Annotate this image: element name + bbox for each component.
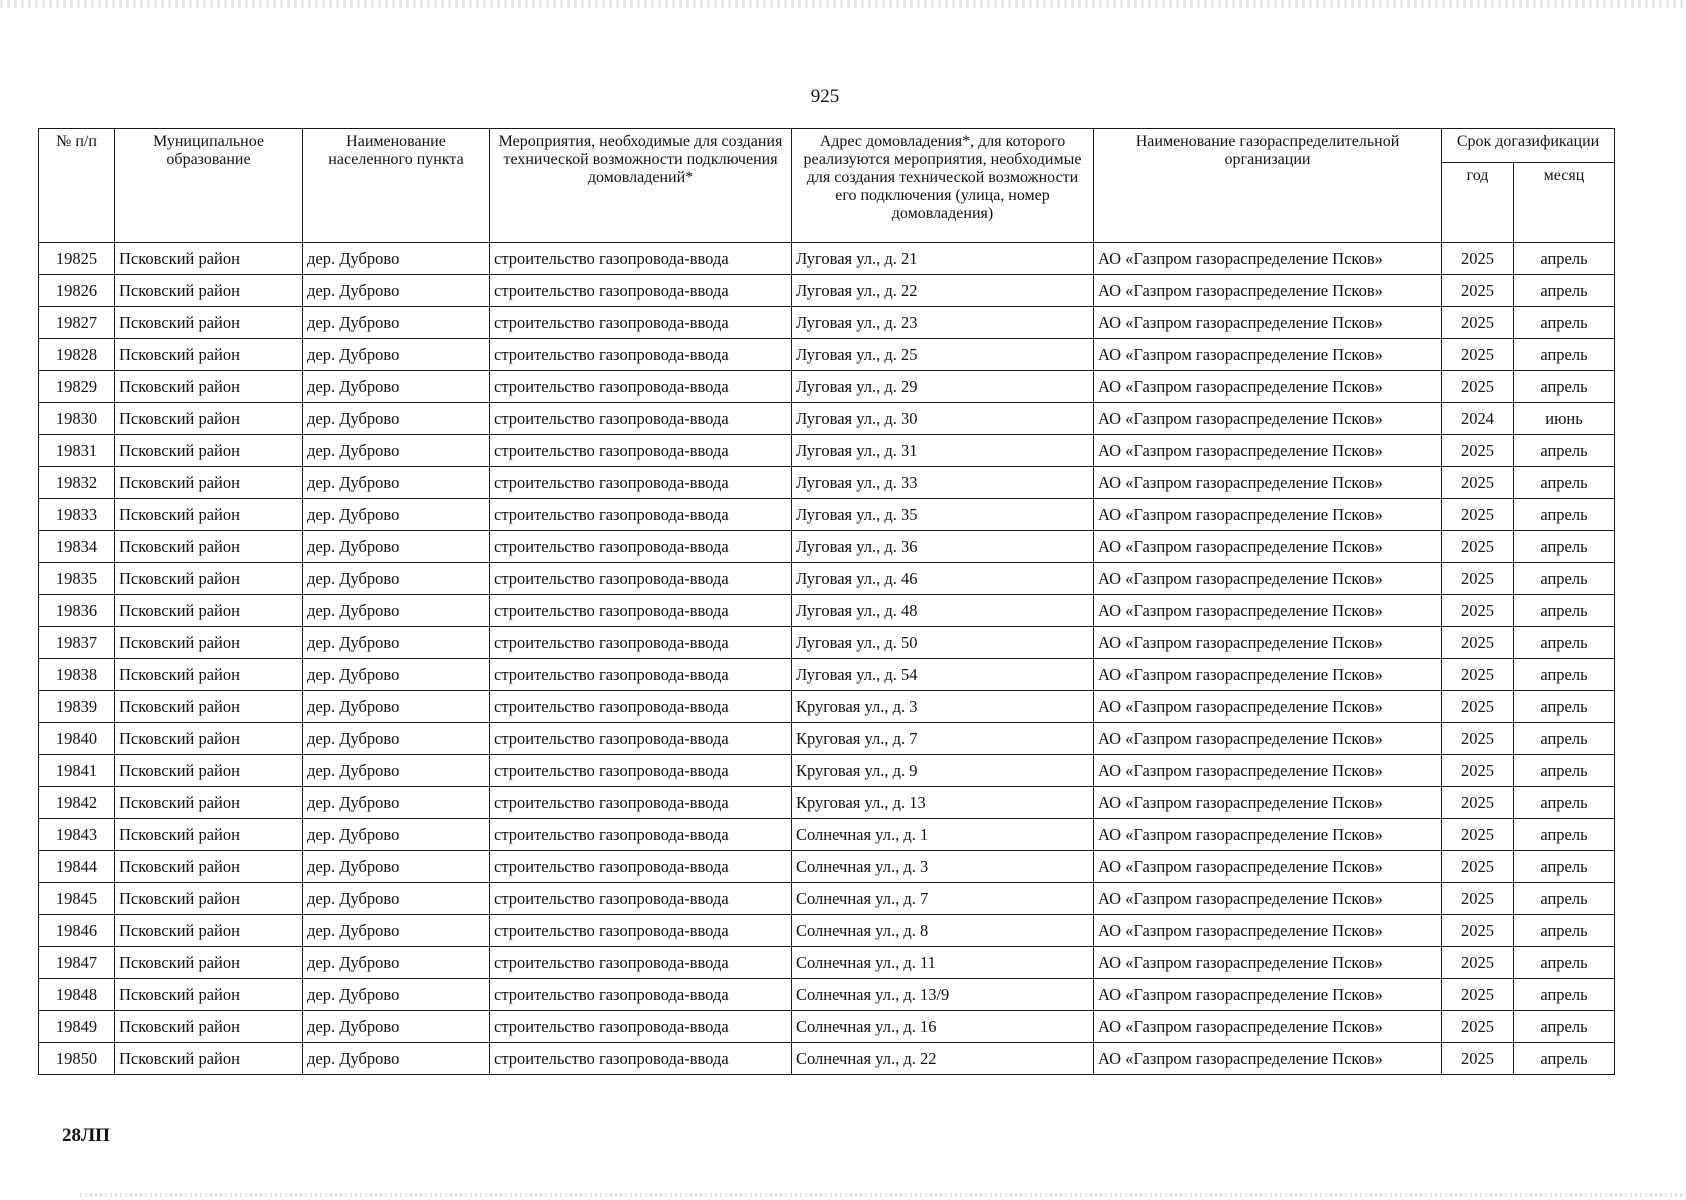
cell-num: 19834 — [39, 531, 115, 563]
cell-month: апрель — [1514, 755, 1615, 787]
cell-measure: строительство газопровода-ввода — [490, 467, 792, 499]
cell-num: 19842 — [39, 787, 115, 819]
table-row — [39, 243, 1615, 275]
cell-municipality: Псковский район — [115, 403, 303, 435]
cell-address: Круговая ул., д. 3 — [792, 691, 1094, 723]
cell-measure: строительство газопровода-ввода — [490, 723, 792, 755]
cell-organization: АО «Газпром газораспределение Псков» — [1094, 531, 1442, 563]
cell-year: 2024 — [1442, 403, 1514, 435]
cell-organization: АО «Газпром газораспределение Псков» — [1094, 947, 1442, 979]
cell-month: апрель — [1514, 947, 1615, 979]
cell-month: апрель — [1514, 563, 1615, 595]
cell-month: апрель — [1514, 371, 1615, 403]
cell-year: 2025 — [1442, 851, 1514, 883]
cell-settlement: дер. Дуброво — [303, 787, 490, 819]
cell-organization: АО «Газпром газораспределение Псков» — [1094, 755, 1442, 787]
cell-year: 2025 — [1442, 371, 1514, 403]
table-row — [39, 755, 1615, 787]
cell-num: 19833 — [39, 499, 115, 531]
cell-address: Круговая ул., д. 7 — [792, 723, 1094, 755]
cell-num: 19849 — [39, 1011, 115, 1043]
cell-municipality: Псковский район — [115, 787, 303, 819]
cell-organization: АО «Газпром газораспределение Псков» — [1094, 851, 1442, 883]
cell-num: 19828 — [39, 339, 115, 371]
cell-settlement: дер. Дуброво — [303, 979, 490, 1011]
cell-organization: АО «Газпром газораспределение Псков» — [1094, 563, 1442, 595]
cell-year: 2025 — [1442, 467, 1514, 499]
cell-address: Солнечная ул., д. 16 — [792, 1011, 1094, 1043]
cell-month: апрель — [1514, 435, 1615, 467]
cell-num: 19832 — [39, 467, 115, 499]
cell-measure: строительство газопровода-ввода — [490, 947, 792, 979]
table-row — [39, 563, 1615, 595]
cell-settlement: дер. Дуброво — [303, 627, 490, 659]
header-year: год — [1442, 163, 1514, 243]
cell-organization: АО «Газпром газораспределение Псков» — [1094, 627, 1442, 659]
cell-month: апрель — [1514, 243, 1615, 275]
cell-address: Луговая ул., д. 31 — [792, 435, 1094, 467]
cell-num: 19845 — [39, 883, 115, 915]
cell-year: 2025 — [1442, 691, 1514, 723]
cell-measure: строительство газопровода-ввода — [490, 883, 792, 915]
cell-num: 19841 — [39, 755, 115, 787]
table-row — [39, 659, 1615, 691]
cell-municipality: Псковский район — [115, 307, 303, 339]
header-num: № п/п — [39, 129, 115, 243]
cell-address: Луговая ул., д. 48 — [792, 595, 1094, 627]
cell-month: апрель — [1514, 883, 1615, 915]
cell-settlement: дер. Дуброво — [303, 563, 490, 595]
table-row — [39, 819, 1615, 851]
cell-organization: АО «Газпром газораспределение Псков» — [1094, 723, 1442, 755]
cell-year: 2025 — [1442, 819, 1514, 851]
cell-address: Солнечная ул., д. 13/9 — [792, 979, 1094, 1011]
cell-measure: строительство газопровода-ввода — [490, 403, 792, 435]
cell-settlement: дер. Дуброво — [303, 275, 490, 307]
cell-address: Луговая ул., д. 33 — [792, 467, 1094, 499]
cell-address: Луговая ул., д. 54 — [792, 659, 1094, 691]
cell-year: 2025 — [1442, 755, 1514, 787]
scan-edge-top — [0, 0, 1686, 8]
table-row — [39, 531, 1615, 563]
cell-num: 19843 — [39, 819, 115, 851]
cell-municipality: Псковский район — [115, 371, 303, 403]
cell-settlement: дер. Дуброво — [303, 691, 490, 723]
table-header — [39, 129, 1615, 243]
table-row — [39, 403, 1615, 435]
cell-settlement: дер. Дуброво — [303, 339, 490, 371]
cell-month: апрель — [1514, 627, 1615, 659]
table-row — [39, 435, 1615, 467]
header-deadline: Срок догазификации — [1442, 129, 1615, 163]
cell-year: 2025 — [1442, 339, 1514, 371]
cell-municipality: Псковский район — [115, 243, 303, 275]
cell-organization: АО «Газпром газораспределение Псков» — [1094, 307, 1442, 339]
cell-year: 2025 — [1442, 595, 1514, 627]
cell-municipality: Псковский район — [115, 531, 303, 563]
cell-year: 2025 — [1442, 307, 1514, 339]
cell-address: Солнечная ул., д. 3 — [792, 851, 1094, 883]
cell-month: июнь — [1514, 403, 1615, 435]
cell-measure: строительство газопровода-ввода — [490, 915, 792, 947]
cell-month: апрель — [1514, 1043, 1615, 1075]
cell-organization: АО «Газпром газораспределение Псков» — [1094, 243, 1442, 275]
cell-settlement: дер. Дуброво — [303, 723, 490, 755]
cell-num: 19844 — [39, 851, 115, 883]
cell-municipality: Псковский район — [115, 467, 303, 499]
cell-measure: строительство газопровода-ввода — [490, 531, 792, 563]
cell-month: апрель — [1514, 275, 1615, 307]
cell-num: 19847 — [39, 947, 115, 979]
cell-year: 2025 — [1442, 243, 1514, 275]
cell-month: апрель — [1514, 1011, 1615, 1043]
scan-edge-bottom — [80, 1193, 1686, 1197]
cell-measure: строительство газопровода-ввода — [490, 1011, 792, 1043]
cell-num: 19826 — [39, 275, 115, 307]
cell-settlement: дер. Дуброво — [303, 307, 490, 339]
table-row — [39, 787, 1615, 819]
cell-year: 2025 — [1442, 275, 1514, 307]
cell-municipality: Псковский район — [115, 275, 303, 307]
cell-year: 2025 — [1442, 723, 1514, 755]
cell-measure: строительство газопровода-ввода — [490, 307, 792, 339]
cell-organization: АО «Газпром газораспределение Псков» — [1094, 371, 1442, 403]
table-row — [39, 915, 1615, 947]
cell-settlement: дер. Дуброво — [303, 1043, 490, 1075]
cell-measure: строительство газопровода-ввода — [490, 851, 792, 883]
cell-address: Луговая ул., д. 25 — [792, 339, 1094, 371]
cell-municipality: Псковский район — [115, 659, 303, 691]
cell-settlement: дер. Дуброво — [303, 819, 490, 851]
cell-address: Луговая ул., д. 29 — [792, 371, 1094, 403]
cell-month: апрель — [1514, 787, 1615, 819]
page-number: 925 — [810, 86, 840, 107]
cell-address: Круговая ул., д. 13 — [792, 787, 1094, 819]
cell-settlement: дер. Дуброво — [303, 755, 490, 787]
table-row — [39, 947, 1615, 979]
cell-month: апрель — [1514, 659, 1615, 691]
cell-municipality: Псковский район — [115, 947, 303, 979]
cell-num: 19836 — [39, 595, 115, 627]
cell-organization: АО «Газпром газораспределение Псков» — [1094, 595, 1442, 627]
cell-municipality: Псковский район — [115, 339, 303, 371]
cell-measure: строительство газопровода-ввода — [490, 659, 792, 691]
cell-settlement: дер. Дуброво — [303, 947, 490, 979]
cell-settlement: дер. Дуброво — [303, 371, 490, 403]
cell-organization: АО «Газпром газораспределение Псков» — [1094, 339, 1442, 371]
cell-organization: АО «Газпром газораспределение Псков» — [1094, 883, 1442, 915]
table-row — [39, 1043, 1615, 1075]
cell-year: 2025 — [1442, 627, 1514, 659]
cell-address: Луговая ул., д. 21 — [792, 243, 1094, 275]
cell-month: апрель — [1514, 819, 1615, 851]
cell-num: 19829 — [39, 371, 115, 403]
cell-measure: строительство газопровода-ввода — [490, 979, 792, 1011]
cell-settlement: дер. Дуброво — [303, 883, 490, 915]
cell-organization: АО «Газпром газораспределение Псков» — [1094, 403, 1442, 435]
cell-organization: АО «Газпром газораспределение Псков» — [1094, 659, 1442, 691]
cell-municipality: Псковский район — [115, 435, 303, 467]
cell-year: 2025 — [1442, 979, 1514, 1011]
cell-address: Луговая ул., д. 35 — [792, 499, 1094, 531]
cell-month: апрель — [1514, 467, 1615, 499]
header-organization: Наименование газораспределительной организации — [1094, 129, 1442, 243]
cell-municipality: Псковский район — [115, 691, 303, 723]
cell-month: апрель — [1514, 691, 1615, 723]
table-row — [39, 691, 1615, 723]
cell-measure: строительство газопровода-ввода — [490, 787, 792, 819]
cell-address: Луговая ул., д. 50 — [792, 627, 1094, 659]
cell-year: 2025 — [1442, 915, 1514, 947]
cell-organization: АО «Газпром газораспределение Псков» — [1094, 979, 1442, 1011]
cell-municipality: Псковский район — [115, 723, 303, 755]
cell-municipality: Псковский район — [115, 563, 303, 595]
cell-municipality: Псковский район — [115, 595, 303, 627]
cell-address: Солнечная ул., д. 7 — [792, 883, 1094, 915]
cell-measure: строительство газопровода-ввода — [490, 499, 792, 531]
cell-organization: АО «Газпром газораспределение Псков» — [1094, 787, 1442, 819]
table-row — [39, 467, 1615, 499]
header-address: Адрес домовладения*, для которого реализуются мероприятия, необходимые для создания технической возможности его подключения (улица, номер домовладения) — [792, 129, 1094, 243]
cell-num: 19837 — [39, 627, 115, 659]
cell-municipality: Псковский район — [115, 755, 303, 787]
cell-month: апрель — [1514, 851, 1615, 883]
cell-year: 2025 — [1442, 499, 1514, 531]
cell-num: 19825 — [39, 243, 115, 275]
cell-organization: АО «Газпром газораспределение Псков» — [1094, 467, 1442, 499]
cell-num: 19850 — [39, 1043, 115, 1075]
cell-address: Солнечная ул., д. 11 — [792, 947, 1094, 979]
cell-month: апрель — [1514, 979, 1615, 1011]
table-row — [39, 499, 1615, 531]
cell-organization: АО «Газпром газораспределение Псков» — [1094, 499, 1442, 531]
cell-settlement: дер. Дуброво — [303, 435, 490, 467]
cell-address: Луговая ул., д. 22 — [792, 275, 1094, 307]
cell-address: Солнечная ул., д. 22 — [792, 1043, 1094, 1075]
table-row — [39, 371, 1615, 403]
cell-month: апрель — [1514, 307, 1615, 339]
cell-year: 2025 — [1442, 1043, 1514, 1075]
cell-address: Луговая ул., д. 46 — [792, 563, 1094, 595]
cell-organization: АО «Газпром газораспределение Псков» — [1094, 1011, 1442, 1043]
cell-measure: строительство газопровода-ввода — [490, 339, 792, 371]
cell-num: 19848 — [39, 979, 115, 1011]
footer-code: 28ЛП — [62, 1125, 110, 1146]
cell-num: 19846 — [39, 915, 115, 947]
cell-municipality: Псковский район — [115, 1011, 303, 1043]
cell-address: Луговая ул., д. 30 — [792, 403, 1094, 435]
table-row — [39, 595, 1615, 627]
cell-measure: строительство газопровода-ввода — [490, 563, 792, 595]
cell-month: апрель — [1514, 531, 1615, 563]
cell-settlement: дер. Дуброво — [303, 403, 490, 435]
cell-num: 19840 — [39, 723, 115, 755]
cell-measure: строительство газопровода-ввода — [490, 435, 792, 467]
table-row — [39, 851, 1615, 883]
cell-municipality: Псковский район — [115, 627, 303, 659]
cell-measure: строительство газопровода-ввода — [490, 627, 792, 659]
cell-settlement: дер. Дуброво — [303, 467, 490, 499]
cell-settlement: дер. Дуброво — [303, 499, 490, 531]
cell-organization: АО «Газпром газораспределение Псков» — [1094, 819, 1442, 851]
cell-num: 19830 — [39, 403, 115, 435]
header-settlement: Наименование населенного пункта — [303, 129, 490, 243]
header-month: месяц — [1514, 163, 1615, 243]
table-row — [39, 723, 1615, 755]
cell-organization: АО «Газпром газораспределение Псков» — [1094, 275, 1442, 307]
cell-num: 19835 — [39, 563, 115, 595]
cell-settlement: дер. Дуброво — [303, 595, 490, 627]
table-body — [39, 243, 1615, 1075]
cell-measure: строительство газопровода-ввода — [490, 243, 792, 275]
cell-measure: строительство газопровода-ввода — [490, 595, 792, 627]
table-row — [39, 979, 1615, 1011]
cell-month: апрель — [1514, 915, 1615, 947]
cell-year: 2025 — [1442, 883, 1514, 915]
header-municipality: Муниципальное образование — [115, 129, 303, 243]
cell-address: Луговая ул., д. 36 — [792, 531, 1094, 563]
cell-month: апрель — [1514, 723, 1615, 755]
cell-organization: АО «Газпром газораспределение Псков» — [1094, 435, 1442, 467]
cell-organization: АО «Газпром газораспределение Псков» — [1094, 1043, 1442, 1075]
cell-municipality: Псковский район — [115, 819, 303, 851]
cell-month: апрель — [1514, 339, 1615, 371]
cell-municipality: Псковский район — [115, 979, 303, 1011]
cell-settlement: дер. Дуброво — [303, 531, 490, 563]
table-row — [39, 307, 1615, 339]
table-row — [39, 339, 1615, 371]
cell-year: 2025 — [1442, 787, 1514, 819]
cell-month: апрель — [1514, 595, 1615, 627]
cell-month: апрель — [1514, 499, 1615, 531]
cell-address: Солнечная ул., д. 1 — [792, 819, 1094, 851]
cell-year: 2025 — [1442, 947, 1514, 979]
cell-settlement: дер. Дуброво — [303, 851, 490, 883]
cell-municipality: Псковский район — [115, 915, 303, 947]
cell-address: Солнечная ул., д. 8 — [792, 915, 1094, 947]
cell-municipality: Псковский район — [115, 499, 303, 531]
table-row — [39, 627, 1615, 659]
cell-num: 19831 — [39, 435, 115, 467]
cell-address: Луговая ул., д. 23 — [792, 307, 1094, 339]
cell-year: 2025 — [1442, 659, 1514, 691]
cell-measure: строительство газопровода-ввода — [490, 1043, 792, 1075]
table-row — [39, 883, 1615, 915]
cell-year: 2025 — [1442, 531, 1514, 563]
header-measures: Мероприятия, необходимые для создания технической возможности подключения домовладений* — [490, 129, 792, 243]
table-row — [39, 1011, 1615, 1043]
cell-measure: строительство газопровода-ввода — [490, 755, 792, 787]
table-row — [39, 275, 1615, 307]
cell-municipality: Псковский район — [115, 883, 303, 915]
gasification-table — [38, 128, 1615, 1075]
cell-address: Круговая ул., д. 9 — [792, 755, 1094, 787]
cell-settlement: дер. Дуброво — [303, 1011, 490, 1043]
cell-organization: АО «Газпром газораспределение Псков» — [1094, 691, 1442, 723]
cell-municipality: Псковский район — [115, 851, 303, 883]
cell-num: 19838 — [39, 659, 115, 691]
cell-measure: строительство газопровода-ввода — [490, 819, 792, 851]
cell-measure: строительство газопровода-ввода — [490, 691, 792, 723]
cell-year: 2025 — [1442, 435, 1514, 467]
cell-year: 2025 — [1442, 563, 1514, 595]
cell-settlement: дер. Дуброво — [303, 659, 490, 691]
cell-settlement: дер. Дуброво — [303, 243, 490, 275]
cell-municipality: Псковский район — [115, 1043, 303, 1075]
cell-measure: строительство газопровода-ввода — [490, 275, 792, 307]
cell-num: 19827 — [39, 307, 115, 339]
cell-organization: АО «Газпром газораспределение Псков» — [1094, 915, 1442, 947]
cell-measure: строительство газопровода-ввода — [490, 371, 792, 403]
cell-settlement: дер. Дуброво — [303, 915, 490, 947]
cell-year: 2025 — [1442, 1011, 1514, 1043]
cell-num: 19839 — [39, 691, 115, 723]
